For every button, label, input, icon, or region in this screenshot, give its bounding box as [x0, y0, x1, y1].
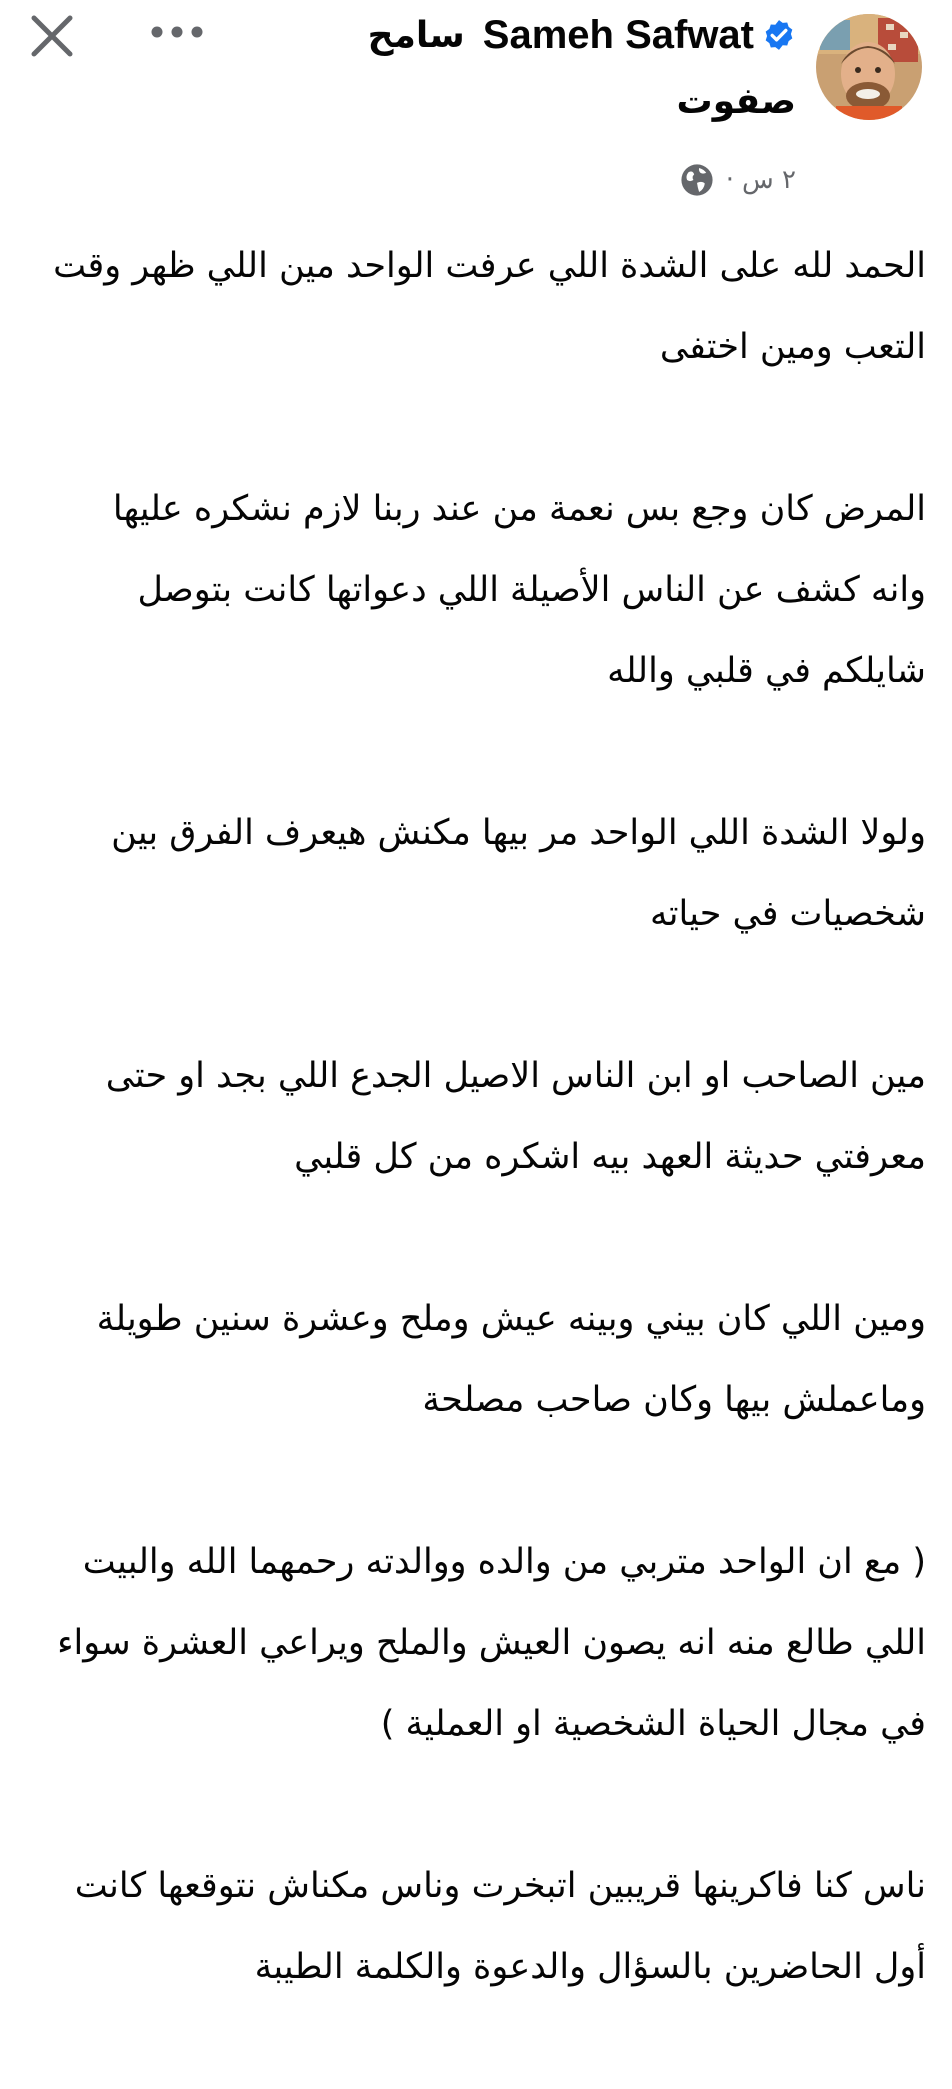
author-avatar[interactable] — [816, 14, 922, 120]
author-name-arabic-last[interactable]: صفوت — [676, 81, 796, 122]
post-paragraph — [28, 469, 926, 712]
post-text-line: أول الحاضرين بالسؤال والدعوة والكلمة الطيبة — [254, 1947, 926, 1987]
more-options-button[interactable] — [146, 12, 208, 52]
post-text-line: ومين اللي كان بيني وبينه عيش وملح وعشرة سنين طويلة — [96, 1299, 926, 1339]
post-paragraph — [28, 226, 926, 388]
post-text-line: ولولا الشدة اللي الواحد مر بيها مكنش هيعرف الفرق بين — [111, 813, 926, 853]
ellipsis-icon — [149, 24, 205, 40]
post-body — [28, 226, 926, 2089]
post-timestamp[interactable]: ٢ س — [742, 165, 796, 195]
verified-badge-icon — [762, 18, 796, 52]
post-text-line: شخصيات في حياته — [650, 894, 926, 934]
post-meta — [680, 158, 796, 202]
post-text-line: في مجال الحياة الشخصية او العملية ) — [380, 1704, 926, 1744]
avatar-photo — [816, 14, 922, 120]
post-paragraph — [28, 1522, 926, 1765]
post-paragraph — [28, 1036, 926, 1198]
post-text-line: ناس كنا فاكرينها قريبين اتبخرت وناس مكناش نتوقعها كانت — [74, 1866, 926, 1906]
post-text-line: معرفتي حديثة العهد بيه اشكره من كل قلبي — [294, 1137, 926, 1177]
post-paragraph — [28, 1279, 926, 1441]
author-name-line[interactable] — [236, 2, 796, 68]
globe-icon[interactable] — [680, 163, 714, 197]
post-text-line: شايلكم في قلبي والله — [607, 651, 926, 691]
post-text-line: الحمد لله على الشدة اللي عرفت الواحد مين اللي ظهر وقت — [53, 246, 926, 286]
post-text-line: مين الصاحب او ابن الناس الاصيل الجدع اللي بجد او حتى — [105, 1056, 926, 1096]
post-paragraph — [28, 793, 926, 955]
post-text-line: المرض كان وجع بس نعمة من عند ربنا لازم نشكره عليها — [112, 489, 926, 529]
author-name-arabic-first[interactable]: سامح — [367, 14, 465, 56]
post-text-line: اللي طالع منه انه يصون العيش والملح ويراعي العشرة سواء — [57, 1623, 926, 1663]
close-icon — [28, 12, 76, 60]
post-text-line: ( مع ان الواحد متربي من والده ووالدته رحمهما الله والبيت — [82, 1542, 926, 1582]
post-text-line: التعب ومين اختفى — [659, 327, 926, 367]
post-header — [0, 0, 952, 215]
meta-separator: · — [725, 165, 735, 195]
post-text-line: وماعملش بيها وكان صاحب مصلحة — [422, 1380, 926, 1420]
author-name-latin[interactable]: Sameh Safwat — [482, 12, 754, 57]
close-button[interactable] — [24, 8, 80, 64]
post-text-line: وانه كشف عن الناس الأصيلة اللي دعواتها كانت بتوصل — [137, 570, 926, 610]
author-name-block — [236, 2, 796, 130]
post-paragraph — [28, 1846, 926, 2008]
